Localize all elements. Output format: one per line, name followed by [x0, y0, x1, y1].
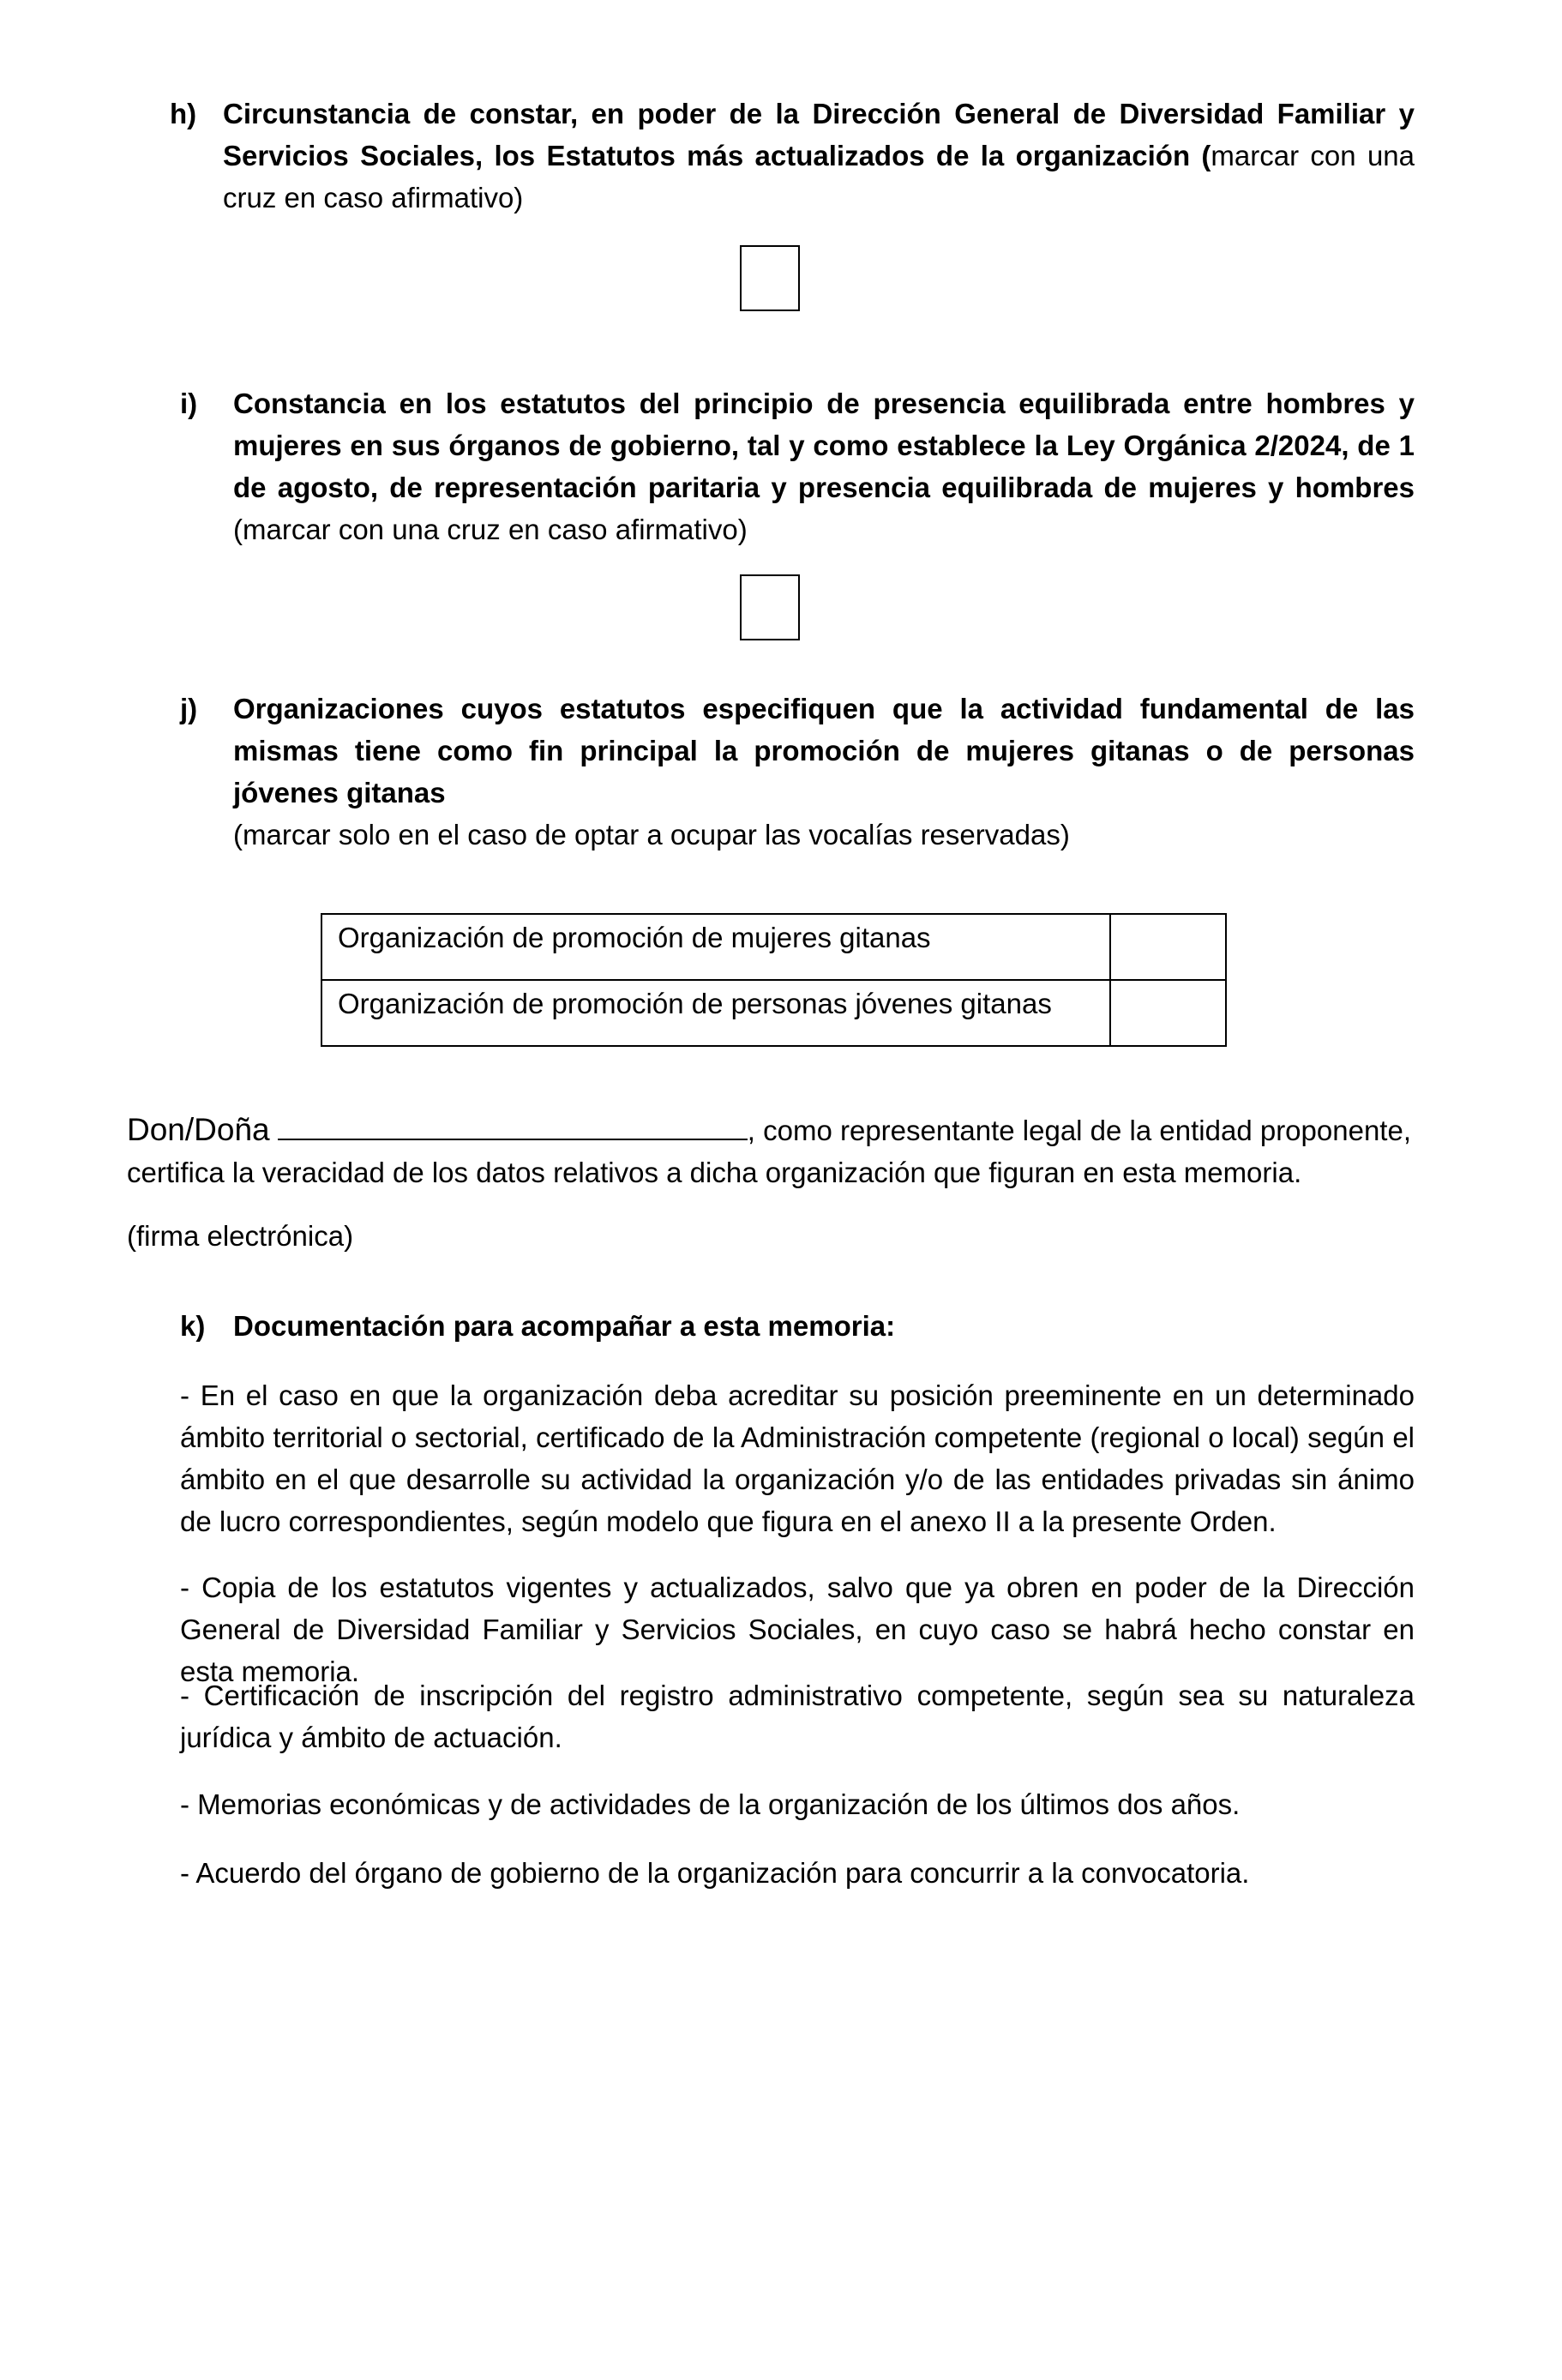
item-i-bold-text: Constancia en los estatutos del principio de presencia equilibrada entre hombres y mujeres en sus órganos de gobierno, tal y como establece la Ley Orgánica 2/2024, de 1 de agosto, de representación paritaria y presencia equilibrada de mujeres y hombres: [233, 388, 1415, 503]
certification-line-1: [127, 1109, 1415, 1151]
certification-line-2: certifica la veracidad de los datos relativos a dicha organización que figuran en esta memoria.: [127, 1157, 1302, 1188]
option-checkbox-jovenes-gitanas[interactable]: [1110, 980, 1226, 1046]
item-h-text: [223, 93, 1415, 219]
certification-prefix: Don/Doña: [127, 1112, 270, 1147]
item-k-letter: k): [180, 1310, 206, 1342]
item-h-bold-text: Circunstancia de constar, en poder de la Dirección General de Diversidad Familiar y Servicios Sociales, los Estatutos más actualizados de la organización (: [223, 98, 1415, 171]
options-table: [321, 913, 1227, 1047]
item-j: [180, 688, 1415, 856]
item-h: [170, 93, 1415, 219]
item-k: [180, 1305, 1415, 1347]
item-i-text: [233, 382, 1415, 550]
doc-paragraph-5: - Acuerdo del órgano de gobierno de la organización para concurrir a la convocatoria.: [180, 1857, 1250, 1889]
doc-paragraph-2: - Copia de los estatutos vigentes y actualizados, salvo que ya obren en poder de la Dirección General de Diversidad Familiar y Servicios Sociales, en cuyo caso se habrá hecho constar en esta memoria.: [180, 1572, 1415, 1687]
certification-suffix: , como representante legal de la entidad proponente,: [747, 1115, 1411, 1146]
option-label: Organización de promoción de mujeres gitanas: [321, 914, 1110, 980]
item-i-checkbox[interactable]: [740, 574, 800, 640]
item-h-normal-text: marcar con una cruz en caso afirmativo): [223, 140, 1415, 213]
option-label: Organización de promoción de personas jóvenes gitanas: [321, 980, 1110, 1046]
signature-label: (firma electrónica): [127, 1220, 354, 1252]
name-blank-field[interactable]: [278, 1113, 748, 1140]
doc-paragraph-3: - Certificación de inscripción del registro administrativo competente, según sea su naturaleza jurídica y ámbito de actuación.: [180, 1680, 1415, 1753]
item-i-letter: i): [180, 388, 198, 419]
item-j-bold-text: Organizaciones cuyos estatutos especifiquen que la actividad fundamental de las mismas tiene como fin principal la promoción de mujeres gitanas o de personas jóvenes gitanas: [233, 693, 1415, 808]
doc-paragraph-1: - En el caso en que la organización deba acreditar su posición preeminente en un determinado ámbito territorial o sectorial, certificado de la Administración competente (regional o local) según el ámbito en el que desarrolle su actividad la organización y/o de las entidades privadas sin ánimo de lucro correspondientes, según modelo que figura en el anexo II a la presente Orden.: [180, 1379, 1415, 1537]
doc-paragraph-4: - Memorias económicas y de actividades de la organización de los últimos dos años.: [180, 1788, 1241, 1820]
item-h-checkbox[interactable]: [740, 245, 800, 311]
item-i-normal-text: (marcar con una cruz en caso afirmativo): [233, 514, 748, 545]
table-row: [321, 980, 1226, 1046]
item-i: [180, 382, 1415, 550]
table-row: [321, 914, 1226, 980]
option-checkbox-mujeres-gitanas[interactable]: [1110, 914, 1226, 980]
item-k-title: Documentación para acompañar a esta memoria:: [233, 1310, 896, 1342]
item-h-letter: h): [170, 98, 197, 129]
item-j-letter: j): [180, 693, 198, 724]
item-j-text: [233, 688, 1415, 856]
item-j-normal-text: (marcar solo en el caso de optar a ocupar las vocalías reservadas): [233, 819, 1070, 850]
